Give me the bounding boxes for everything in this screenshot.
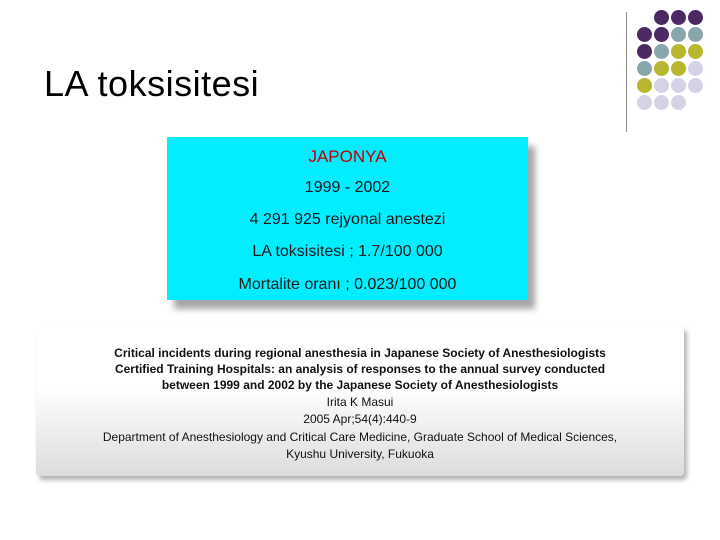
decorative-dot xyxy=(671,78,686,93)
stats-period: 1999 - 2002 xyxy=(304,179,391,196)
decorative-dot-grid xyxy=(637,10,717,120)
decorative-dot xyxy=(688,27,703,42)
decorative-dot xyxy=(688,44,703,59)
decorative-dot xyxy=(671,27,686,42)
decorative-dot xyxy=(671,95,686,110)
decorative-dot xyxy=(637,27,652,42)
citation-author: Irita K Masui xyxy=(326,395,394,409)
decorative-dot xyxy=(688,78,703,93)
stats-block-count: 4 291 925 rejyonal anestezi xyxy=(249,211,446,228)
decorative-dot xyxy=(637,78,652,93)
japan-stats-box xyxy=(167,137,528,300)
citation-title-line-3: between 1999 and 2002 by the Japanese Society of Anesthesiologists xyxy=(161,378,559,392)
decorative-dot xyxy=(654,78,669,93)
decorative-dot xyxy=(654,44,669,59)
stats-mortality-rate: Mortalite oranı ; 0.023/100 000 xyxy=(238,276,457,293)
decorative-dot xyxy=(654,10,669,25)
stats-la-toxicity: LA toksisitesi ; 1.7/100 000 xyxy=(252,243,443,260)
stats-heading: JAPONYA xyxy=(308,147,387,166)
decorative-dot xyxy=(637,95,652,110)
decorative-dot xyxy=(671,61,686,76)
citation-title-line-1: Critical incidents during regional anesthesia in Japanese Society of Anesthesiologists xyxy=(114,346,606,360)
decorative-dot xyxy=(654,61,669,76)
slide-title: LA toksisitesi xyxy=(44,63,260,104)
decorative-dot xyxy=(637,44,652,59)
decorative-dot xyxy=(688,10,703,25)
citation-box xyxy=(36,326,684,476)
citation-journal: 2005 Apr;54(4):440-9 xyxy=(303,412,417,426)
decorative-dot xyxy=(671,10,686,25)
citation-affiliation-line-1: Department of Anesthesiology and Critical Care Medicine, Graduate School of Medical Sciences, xyxy=(102,430,618,444)
title-divider xyxy=(626,12,627,132)
citation-affiliation-line-2: Kyushu University, Fukuoka xyxy=(286,447,434,461)
decorative-dot xyxy=(637,61,652,76)
decorative-dot xyxy=(688,61,703,76)
decorative-dot xyxy=(654,95,669,110)
decorative-dot xyxy=(654,27,669,42)
decorative-dot xyxy=(671,44,686,59)
citation-title-line-2: Certified Training Hospitals: an analysis of responses to the annual survey conducted xyxy=(114,362,606,376)
